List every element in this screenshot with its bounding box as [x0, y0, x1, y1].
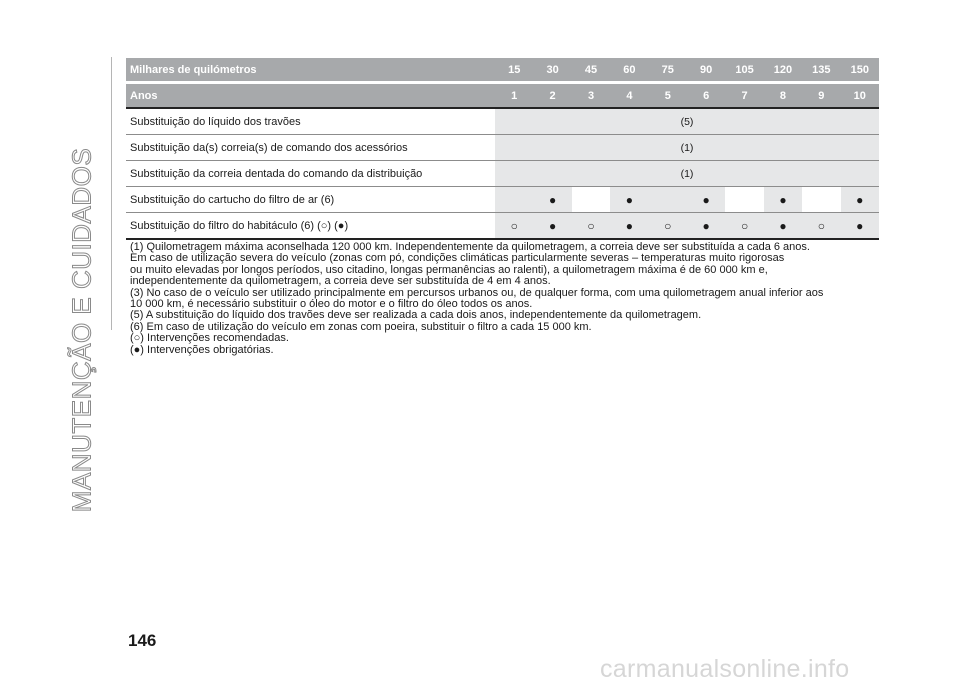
schedule-cell: ● — [533, 213, 571, 240]
row-label: Substituição do filtro do habitáculo (6) (○) (●) — [126, 213, 495, 240]
header-year-cell: 10 — [841, 84, 879, 109]
header-km-label: Milhares de quilómetros — [126, 58, 495, 84]
row-label: Substituição da(s) correia(s) de comando dos acessórios — [126, 135, 495, 161]
table-row — [126, 135, 879, 161]
header-km-cell: 45 — [572, 58, 610, 84]
footnote-line: (3) No caso de o veículo ser utilizado principalmente em percursos urbanos ou, de qualquer forma, com uma quilometragem anual inferior aos — [130, 286, 824, 299]
table-row — [126, 213, 879, 240]
schedule-cell: ● — [610, 187, 648, 213]
header-years-label: Anos — [126, 84, 495, 109]
schedule-cell: ○ — [802, 213, 840, 240]
header-year-cell: 3 — [572, 84, 610, 109]
schedule-cell: ● — [764, 187, 802, 213]
footnote-line: (○) Intervenções recomendadas. — [130, 332, 289, 345]
schedule-cell: ○ — [572, 213, 610, 240]
header-year-cell: 5 — [649, 84, 687, 109]
schedule-cell — [725, 187, 763, 213]
header-row-years — [126, 84, 879, 109]
row-label: Substituição do cartucho do filtro de ar (6) — [126, 187, 495, 213]
footnote-line: 10 000 km, é necessário substituir o óleo do motor e o filtro do óleo todos os anos. — [130, 298, 533, 311]
table-row — [126, 161, 879, 187]
header-km-cell: 75 — [649, 58, 687, 84]
schedule-cell: ● — [687, 187, 725, 213]
footnote-line: (5) A substituição do líquido dos travões deve ser realizada a cada dois anos, independentemente da quilometragem. — [130, 309, 702, 322]
schedule-cell — [572, 187, 610, 213]
section-title-vertical: MANUTENÇÃO E CUIDADOS — [66, 147, 97, 513]
header-km-cell: 30 — [533, 58, 571, 84]
footnote-line: independentemente da quilometragem, a correia deve ser substituída de 4 em 4 anos. — [130, 275, 551, 288]
header-km-cell: 150 — [841, 58, 879, 84]
footnote-line: Em caso de utilização severa do veículo (zonas com pó, condições climáticas particularmente severas – temperaturas muito rigorosas — [130, 252, 785, 265]
schedule-cell: ○ — [725, 213, 763, 240]
watermark-text: carmanualsonline.info — [600, 655, 850, 683]
maintenance-schedule-table — [126, 58, 879, 240]
schedule-cell: ● — [687, 213, 725, 240]
schedule-cell — [495, 187, 533, 213]
header-km-cell: 60 — [610, 58, 648, 84]
header-row-km — [126, 58, 879, 84]
row-label: Substituição da correia dentada do comando da distribuição — [126, 161, 495, 187]
footnote-line: ou muito elevadas por longos períodos, uso citadino, longas permanências ao ralenti), a quilometragem máxima é de 60 000 km e, — [130, 263, 768, 276]
footnote-line: (1) Quilometragem máxima aconselhada 120 000 km. Independentemente da quilometragem, a correia deve ser substituída a cada 6 anos. — [130, 241, 810, 253]
schedule-cell: ● — [841, 187, 879, 213]
header-year-cell: 4 — [610, 84, 648, 109]
header-year-cell: 9 — [802, 84, 840, 109]
header-km-cell: 120 — [764, 58, 802, 84]
header-km-cell: 135 — [802, 58, 840, 84]
header-year-cell: 1 — [495, 84, 533, 109]
header-km-cell: 90 — [687, 58, 725, 84]
header-km-cell: 105 — [725, 58, 763, 84]
row-span-note: (1) — [495, 161, 879, 187]
header-year-cell: 8 — [764, 84, 802, 109]
schedule-cell: ● — [610, 213, 648, 240]
schedule-cell: ● — [841, 213, 879, 240]
schedule-cell: ○ — [649, 213, 687, 240]
footnotes — [130, 242, 882, 356]
schedule-cell: ● — [533, 187, 571, 213]
header-year-cell: 2 — [533, 84, 571, 109]
page-number: 146 — [128, 631, 157, 650]
row-span-note: (5) — [495, 109, 879, 135]
schedule-cell — [649, 187, 687, 213]
table-row — [126, 187, 879, 213]
table-row — [126, 109, 879, 135]
footnote-line: (●) Intervenções obrigatórias. — [130, 343, 274, 356]
header-km-cell: 15 — [495, 58, 533, 84]
header-year-cell: 7 — [725, 84, 763, 109]
header-year-cell: 6 — [687, 84, 725, 109]
schedule-cell — [802, 187, 840, 213]
footnote-line: (6) Em caso de utilização do veículo em zonas com poeira, substituir o filtro a cada 15 000 km. — [130, 320, 592, 333]
section-divider — [111, 57, 112, 330]
row-span-note: (1) — [495, 135, 879, 161]
schedule-cell: ○ — [495, 213, 533, 240]
schedule-cell: ● — [764, 213, 802, 240]
row-label: Substituição do líquido dos travões — [126, 109, 495, 135]
